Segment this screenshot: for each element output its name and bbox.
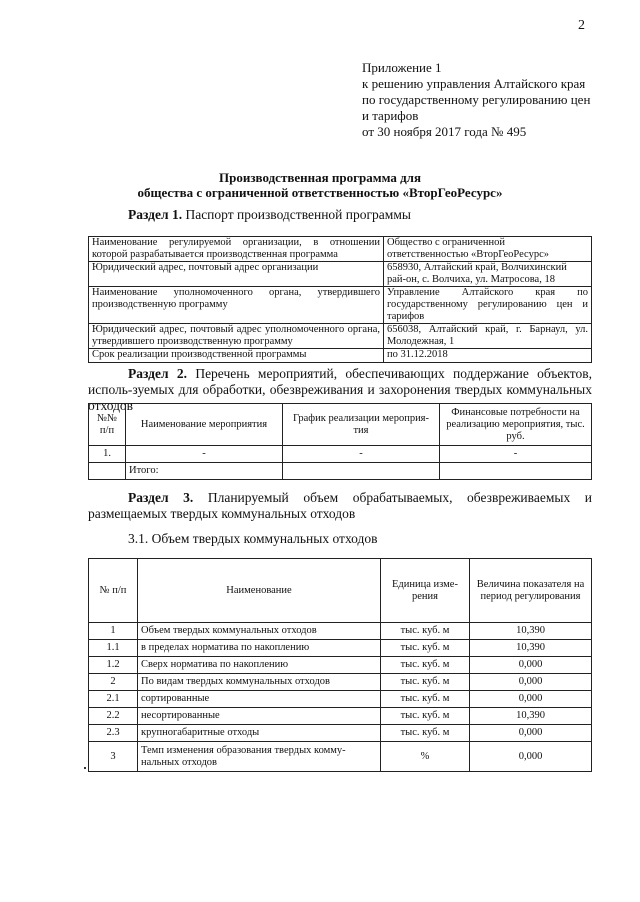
row-unit: тыс. куб. м: [381, 708, 470, 725]
table-row: [89, 623, 592, 640]
passport-cell-label: Наименование уполномоченного органа, утвердившего производственную программу: [89, 287, 384, 324]
row-number: 1.2: [89, 657, 138, 674]
appendix-header: [362, 60, 590, 140]
table-row: [89, 742, 592, 772]
table-cell: [440, 463, 592, 480]
title-line-2: общества с ограниченной ответственностью «ВторГеоРесурс»: [137, 185, 503, 200]
table-row: [89, 324, 592, 349]
measures-table: [88, 403, 592, 480]
table-row: [89, 640, 592, 657]
passport-table: [88, 236, 592, 363]
table-row: [89, 708, 592, 725]
section3-text: Планируемый объем обрабатываемых, обезвреживаемых и размещаемых твердых коммунальных отходов: [88, 490, 592, 521]
row-unit: тыс. куб. м: [381, 657, 470, 674]
row-name: несортированные: [138, 708, 381, 725]
row-name: Объем твердых коммунальных отходов: [138, 623, 381, 640]
row-number: 2: [89, 674, 138, 691]
waste-volume-table: [88, 558, 592, 772]
column-header: № п/п: [89, 559, 138, 623]
passport-cell-value: 658930, Алтайский край, Волчихинский рай-он, с. Волчиха, ул. Матросова, 18: [384, 262, 592, 287]
table-row: [89, 349, 592, 363]
table-row: [89, 674, 592, 691]
row-number: 1: [89, 623, 138, 640]
row-unit: тыс. куб. м: [381, 674, 470, 691]
row-unit: тыс. куб. м: [381, 725, 470, 742]
section1-text: Паспорт производственной программы: [182, 207, 411, 222]
passport-cell-label: Юридический адрес, почтовый адрес уполномоченного органа, утвердившего производственную программу: [89, 324, 384, 349]
document-title: [0, 170, 640, 200]
column-header: Наименование: [138, 559, 381, 623]
passport-cell-label: Срок реализации производственной программы: [89, 349, 384, 363]
column-header: Наименование мероприятия: [126, 404, 283, 446]
appendix-line: и тарифов: [362, 108, 419, 123]
table-row: [89, 657, 592, 674]
table-row: [89, 237, 592, 262]
row-value: 0,000: [470, 674, 592, 691]
row-value: 10,390: [470, 623, 592, 640]
passport-cell-value: 656038, Алтайский край, г. Барнаул, ул. Молодежная, 1: [384, 324, 592, 349]
row-unit: тыс. куб. м: [381, 623, 470, 640]
row-unit: тыс. куб. м: [381, 640, 470, 657]
table-total-row: [89, 463, 592, 480]
table-header-row: [89, 404, 592, 446]
row-unit: тыс. куб. м: [381, 691, 470, 708]
passport-cell-value: Общество с ограниченной ответственностью «ВторГеоРесурс»: [384, 237, 592, 262]
column-header: Единица изме-рения: [381, 559, 470, 623]
section2-text: Перечень мероприятий, обеспечивающих поддержание объектов, исполь-зуемых для обработки, обезвреживания и захоронения твердых коммунальных отходов: [88, 366, 592, 413]
total-label: Итого:: [126, 463, 283, 480]
page-number: 2: [578, 18, 585, 33]
table-cell: 1.: [89, 446, 126, 463]
row-value: 0,000: [470, 657, 592, 674]
title-line-1: Производственная программа для: [218, 170, 422, 185]
column-header: №№ п/п: [89, 404, 126, 446]
table-cell: -: [440, 446, 592, 463]
appendix-line: к решению управления Алтайского края: [362, 76, 586, 91]
row-value: 0,000: [470, 691, 592, 708]
table-cell: [89, 463, 126, 480]
table-row: [89, 287, 592, 324]
section3-heading: [88, 490, 592, 522]
table-row: [89, 446, 592, 463]
table-cell: [283, 463, 440, 480]
table-cell: -: [126, 446, 283, 463]
row-value: 0,000: [470, 725, 592, 742]
row-number: 2.2: [89, 708, 138, 725]
row-number: 1.1: [89, 640, 138, 657]
row-name: в пределах норматива по накоплению: [138, 640, 381, 657]
row-name: сортированные: [138, 691, 381, 708]
row-number: 2.3: [89, 725, 138, 742]
row-value: 10,390: [470, 640, 592, 657]
section2-label: Раздел 2.: [128, 366, 188, 381]
table-row: [89, 691, 592, 708]
row-name: крупногабаритные отходы: [138, 725, 381, 742]
section3-subtitle: 3.1. Объем твердых коммунальных отходов: [128, 531, 378, 546]
appendix-line: по государственному регулированию цен: [362, 92, 591, 107]
row-number: 3: [89, 742, 138, 772]
row-value: 10,390: [470, 708, 592, 725]
appendix-line: Приложение 1: [362, 60, 442, 75]
column-header: Финансовые потребности на реализацию мероприятия, тыс. руб.: [440, 404, 592, 446]
table-header-row: [89, 559, 592, 623]
table-row: [89, 725, 592, 742]
row-name: Сверх норматива по накоплению: [138, 657, 381, 674]
appendix-line: от 30 ноября 2017 года № 495: [362, 124, 527, 139]
column-header: График реализации мероприя-тия: [283, 404, 440, 446]
row-name: По видам твердых коммунальных отходов: [138, 674, 381, 691]
table-row: [89, 262, 592, 287]
section1-heading: [128, 207, 411, 223]
column-header: Величина показателя на период регулирования: [470, 559, 592, 623]
row-unit: %: [381, 742, 470, 772]
table-cell: -: [283, 446, 440, 463]
section1-label: Раздел 1.: [128, 207, 183, 222]
section3-label: Раздел 3.: [128, 490, 194, 505]
row-number: 2.1: [89, 691, 138, 708]
row-name: Темп изменения образования твердых комму-нальных отходов: [138, 742, 381, 772]
passport-cell-value: Управление Алтайского края по государственному регулированию цен и тарифов: [384, 287, 592, 324]
row-value: 0,000: [470, 742, 592, 772]
passport-cell-label: Наименование регулируемой организации, в отношении которой разрабатывается производственная программа: [89, 237, 384, 262]
passport-cell-label: Юридический адрес, почтовый адрес организации: [89, 262, 384, 287]
passport-cell-value: по 31.12.2018: [384, 349, 592, 363]
scan-speck: [84, 767, 86, 769]
